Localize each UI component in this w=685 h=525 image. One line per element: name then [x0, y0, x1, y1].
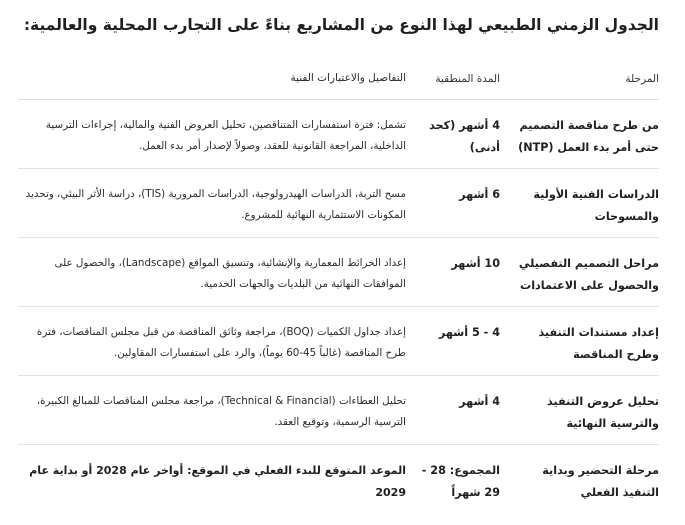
stage-cell: الدراسات الفنية الأولية والمسوحات: [533, 188, 659, 223]
table-row-summary: [18, 445, 659, 519]
duration-cell: 4 - 5 أشهر: [438, 326, 500, 339]
stage-cell: تحليل عروض التنفيذ والترسية النهائية: [546, 395, 659, 430]
duration-cell: 4 أشهر: [459, 395, 500, 408]
duration-cell: 10 أشهر: [451, 257, 500, 270]
details-cell: تحليل العطاءات (Technical & Financial)، مراجعة مجلس المناقصات للمبالغ الكبيرة، الترسية الرسمية، وتوقيع العقد.: [36, 395, 406, 428]
header-stage: المرحلة: [625, 72, 659, 85]
details-cell: مسح التربة، الدراسات الهيدرولوجية، الدراسات المرورية (TIS)، دراسة الأثر البيئي، وتحديد المكونات الاستثمارية النهائية للمشروع.: [25, 188, 406, 221]
total-duration-cell: المجموع: 28 - 29 شهراً: [421, 464, 500, 499]
duration-cell: 4 أشهر (كحد أدنى): [429, 119, 500, 154]
table-row: [18, 100, 659, 169]
duration-cell: 6 أشهر: [459, 188, 500, 201]
stage-cell: مراحل التصميم التفصيلي والحصول على الاعتمادات: [518, 257, 659, 292]
header-duration: المدة المنطقية: [435, 72, 500, 85]
details-cell: إعداد جداول الكميات (BOQ)، مراجعة وثائق المناقصة من قبل مجلس المناقصات، فترة طرح المناقصة (غالباً 45-60 يوماً)، والرد على استفسارات المقاولين.: [36, 326, 406, 359]
header-details: التفاصيل والاعتبارات الفنية: [290, 72, 406, 84]
stage-cell: إعداد مستندات التنفيذ وطرح المناقصة: [538, 326, 659, 361]
table-header-row: [18, 58, 659, 100]
expected-start-cell: الموعد المتوقع للبدء الفعلي في الموقع: أواخر عام 2028 أو بداية عام 2029: [29, 464, 406, 499]
table-row: [18, 376, 659, 445]
table-row: [18, 238, 659, 307]
table-row: [18, 169, 659, 238]
page-heading: الجدول الزمني الطبيعي لهذا النوع من المشاريع بناءً على التجارب المحلية والعالمية:: [23, 16, 659, 34]
details-cell: تشمل: فترة استفسارات المتناقصين، تحليل العروض الفنية والمالية، إجراءات الترسية الداخلية، المراجعة القانونية للعقد، وصولاً لإصدار أمر بدء العمل.: [45, 119, 406, 152]
table-row: [18, 307, 659, 376]
stage-cell: من طرح مناقصة التصميم حتى أمر بدء العمل (NTP): [518, 119, 659, 154]
stage-cell: مرحلة التحضير وبداية التنفيذ الفعلي: [542, 464, 659, 499]
details-cell: إعداد الخرائط المعمارية والإنشائية، وتنسيق المواقع (Landscape)، والحصول على الموافقات النهائية من البلديات والجهات الخدمية.: [54, 257, 406, 290]
timeline-table: [18, 58, 659, 519]
